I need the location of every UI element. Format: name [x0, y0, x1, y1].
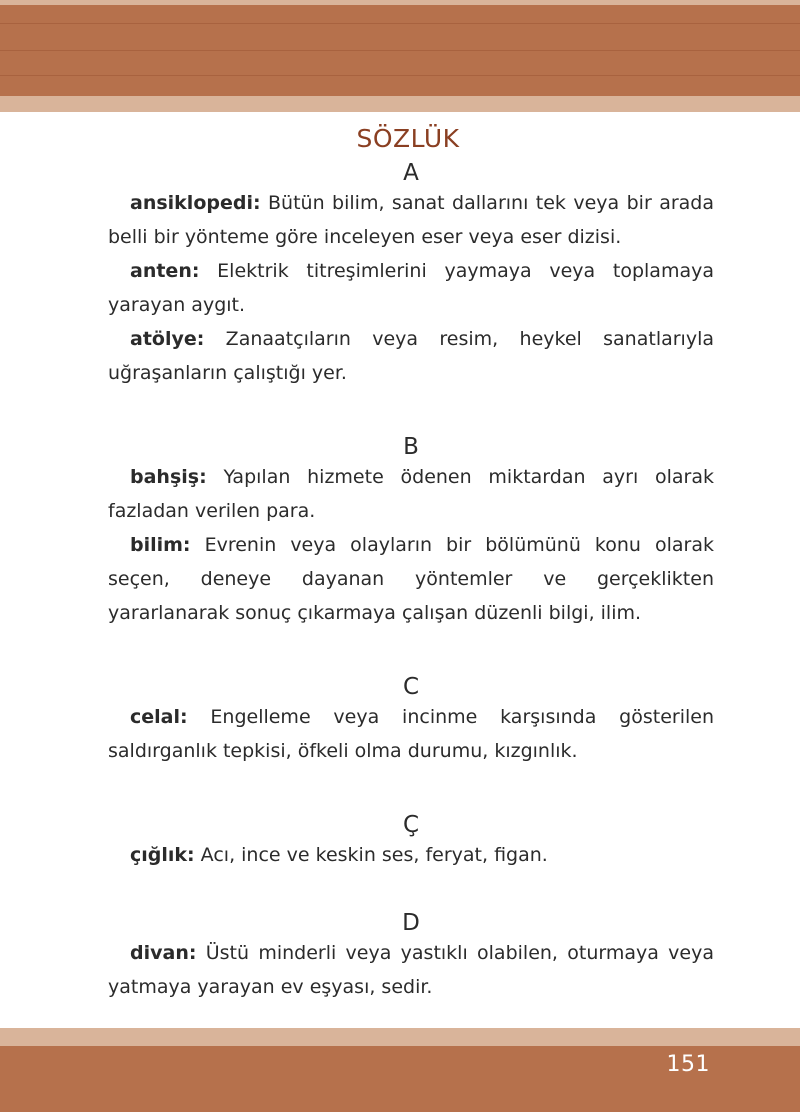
entry-term: bilim: — [130, 534, 191, 556]
entry-term: atölye: — [130, 328, 205, 350]
entry-term: divan: — [130, 942, 197, 964]
entry-term: celal: — [130, 706, 188, 728]
dictionary-entry — [108, 322, 714, 390]
section-a — [108, 160, 714, 390]
entry-term: bahşiş: — [130, 466, 207, 488]
section-c — [108, 674, 714, 768]
entry-definition: Yapılan hizmete ödenen miktardan ayrı olarak fazladan verilen para. — [108, 466, 714, 522]
section-letter: A — [403, 160, 419, 186]
header-line — [0, 75, 800, 76]
section-letter: D — [402, 910, 420, 936]
entry-definition: Engelleme veya incinme karşısında gösterilen saldırganlık tepkisi, öfkeli olma durumu, kızgınlık. — [108, 706, 714, 762]
header-line — [0, 23, 800, 24]
header-line — [0, 50, 800, 51]
entry-definition: Üstü minderli veya yastıklı olabilen, oturmaya veya yatmaya yarayan ev eşyası, sedir. — [108, 942, 714, 998]
entry-term: anten: — [130, 260, 200, 282]
dictionary-entry — [108, 186, 714, 254]
header-band-main — [0, 5, 800, 96]
dictionary-entry — [108, 936, 714, 1004]
page-title: SÖZLÜK — [356, 124, 460, 153]
dictionary-entry — [108, 838, 714, 872]
dictionary-entry — [108, 528, 714, 630]
dictionary-entry — [108, 700, 714, 768]
entry-definition: Zanaatçıların veya resim, heykel sanatlarıyla uğraşanların çalıştığı yer. — [108, 328, 714, 384]
entry-definition: Evrenin veya olayların bir bölümünü konu olarak seçen, deneye dayanan yöntemler ve gerçeklikten yararlanarak sonuç çıkarmaya çalışan düzenli bilgi, ilim. — [108, 534, 714, 624]
dictionary-entry — [108, 254, 714, 322]
entry-definition: Bütün bilim, sanat dallarını tek veya bir arada belli bir yönteme göre inceleyen eser veya eser dizisi. — [108, 192, 714, 248]
entry-definition: Acı, ince ve keskin ses, feryat, figan. — [194, 844, 548, 866]
header-band — [0, 0, 800, 112]
section-letter: Ç — [402, 812, 420, 838]
section-b — [108, 434, 714, 630]
page-number: 151 — [666, 1052, 710, 1077]
dictionary-content — [108, 160, 714, 1004]
entry-definition: Elektrik titreşimlerini yaymaya veya toplamaya yarayan aygıt. — [108, 260, 714, 316]
entry-term: ansiklopedi: — [130, 192, 261, 214]
entry-term: çığlık: — [130, 844, 195, 866]
section-c-cedilla — [108, 812, 714, 872]
section-letter: C — [402, 674, 420, 700]
dictionary-entry — [108, 460, 714, 528]
section-d — [108, 910, 714, 1004]
section-letter: B — [403, 434, 419, 460]
